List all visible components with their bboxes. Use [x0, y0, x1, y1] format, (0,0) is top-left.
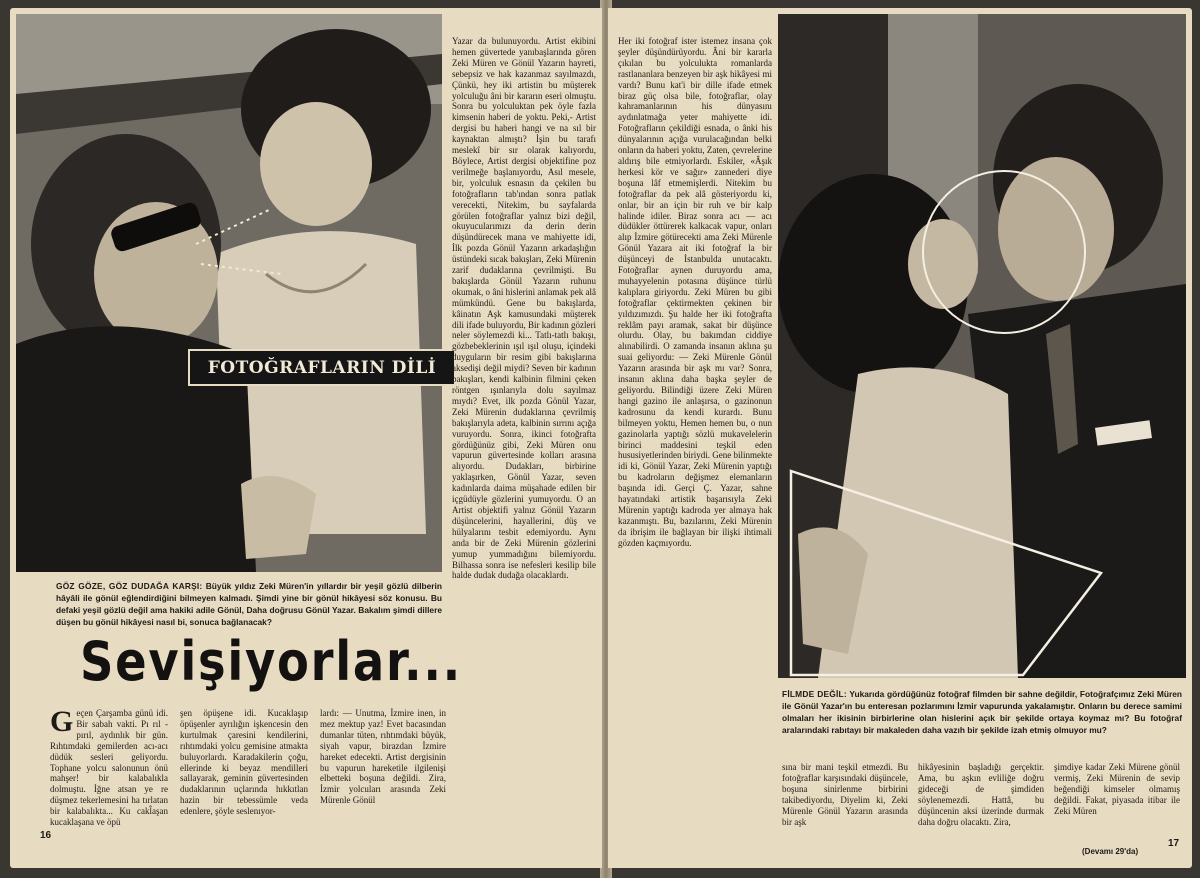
article-headline: Sevişiyorlar...: [80, 630, 463, 693]
left-body-col-1-text: eçen Çarşamba günü idi. Bir sabah vakti. Pı rıl - pırıl, aydınlık bir gün. Rıhtımdaki gemilerden acı-acı düdük sesleri geliyordu. Tophane yolcu salonunun önü mahşer! bir kalabalıkla dolmuştu. İğne atsan ye re düşmez tekerlemesini ha tırlatan bir kalabalıkta... Ku cakl̂aşan kucaklaşana ve öpü: [50, 708, 168, 828]
page-number-left: 16: [40, 830, 52, 841]
left-body-col-2: [180, 708, 308, 848]
page-number-right: 17: [1168, 838, 1180, 849]
right-body-col-3: [1054, 762, 1180, 842]
right-caption-lead: FİLMDE DEĞİL:: [782, 689, 847, 699]
left-top-column-text: Yazar da bulunuyordu. Artist ekibini hemen güvertede yanıbaşlarında gören Zeki Müren ve Gönül Yazarın hayreti, sebepsiz ve hak kazanmaz sayılmazdı, Çünkü, hey iki artistin bu müşterek yolculuğu âni bir kararın eseri olmuştu. Sonra bu yolculuktan pek öyle fazla kimsenin haberi de yoktu. Peki,- Artist dergisi bu haberi hangi ve na sıl bir kaynaktan almıştı? İşin bu tarafı meslekî bir sır olarak kalıyordu, Böylece, Artist dergisi objektifine poz verilmeğe başlanıyordu, Asıl mesele, bir, yolculuk esnasın da çekilen bu fotoğrafların tab'ından sonra patlak verecekti, Nitekim, bu sayfalarda görülen fotoğraflar yalnız bizi değil, okuyucularımızı da derin derin düşündürecek mana ve mahiyette idi, İlk pozda Gönül Yazarın arkadaşlığın üstündeki sıcak bakışları, Zeki Mürenin zarif dudaklarına çevrilmişti. Bu bakışlarda Gönül Yazarın ruhunu okumak, o âni hislerini anlamak pek alâ mümkündü. Gene bu bakışlarda, kâinatın Aşk kamusundaki müşterek dili ifade buluyordu, Bir kadının gözleri neler söylemezdi ki... Tatlı-tatlı bakışı, gözbebeklerinin ışıl ışıl oluşu, içindeki duyguların bir resim gibi bakışlarına aksedişi değil miydi? Seven bir kadının bakışları, kendi kalbinin filmini çeken röntgen ışınlarıyla dolu sayılmaz mıydı? Evet, ilk pozda Gönül Yazar, Zeki Mürenin dudaklarına çevrilmiş bakışlarıyla adeta, kalbinin sırrını açığa vuruyordu. Sonra, ikinci fotoğrafta gördüğünüz gibi, Zeki Müren onu vapurun güvertesinde kolları arasına alıyordu. Dudakları, birbirine yaklaşırken, Gönül Yazar, seven kadınlarda daima müşahade edilen bir içgüdüyle gözlerini yumuyordu. O an Artist objektifi yalnız Gönül Yazarın düşüncelerini, hayallerini, düş ve hülyalarını tesbit edemiyordu. Aynı anda bir de Zeki Mürenin gözlerini yumup yummadığını bilemiyordu. Bilhassa sonra ise nefesleri kesilip bile halde dudak dudağa olacaklardı.: [452, 36, 596, 581]
left-body-col-3: [320, 708, 446, 848]
dropcap: G: [50, 708, 74, 738]
right-body-col-1-text: sına bir mani teşkil etmezdi. Bu fotoğraflar karşısındaki düşüncele, boşuna sinirlenme birbirini takibediyordu, Diyelim ki, Zeki Mürenle Gönül Yazarın arasında bir aşk: [782, 762, 908, 827]
highlight-frame: [783, 463, 1113, 683]
left-caption-text: Büyük yıldız Zeki Müren'in yıllardır bir yeşil gözlü dilberin hâyâli ile gönül eğlendirdiğini bilmeyen kalmadı. Şimdi yine bir gönül hikâyesi söz konusu. Bu defaki yeşil gözlü değil ama hakiki adile Gönül, Daha doğrusu Gönül Yazar. Bakalım şimdi dillere düşen bu gönül hikâyesi nasıl bi, sonuca bağlanacak?: [56, 581, 443, 627]
section-banner: [188, 349, 456, 386]
right-body-col-2-text: hikâyesinin başladığı gerçektir. Ama, bu aşkın evliliğe doğru gideceği de şimdiden söylenemezdi. Hattâ, bu düşüncenin aksi üzerinde durmak daha doğru olacaktı. Zira,: [918, 762, 1044, 827]
page-16: [10, 8, 602, 868]
banner-title: FOTOĞRAFLARIN DİLİ: [207, 357, 437, 378]
right-top-column: [618, 36, 772, 836]
right-caption-text: Yukarıda gördüğünüz fotoğraf filmden bir sahne değildir, Fotoğrafçımız Zeki Müren ile Gönül Yazar'ın bu enteresan pozlarımını İzmir vapurunda yakalamıştır. Onların bu derece samimi olmaları her ikisinin birbirlerine olan hislerini açık bir şekilde ortaya koymaz mı? Bu fotoğraf aralarındaki rabıtayı bir makaleden daha vazıh bir şekilde izah etmiş olmuyor mu?: [782, 689, 1182, 735]
left-body-col-3-text: lardı: — Unutma, İzmire inen, in mez mektup yaz! Evet bacasından dumanlar tüten, rıhtımdaki büyük, siyah vapur, birazdan İzmire hareket edecekti. Artist dergisinin bu vapurun hareketile ilgilenişi elbetteki boşuna değildi. Zira, İzmir yolcuları arasında Zeki Mürenle Gönül: [320, 708, 446, 806]
left-caption: [56, 580, 442, 630]
right-body-col-1: [782, 762, 908, 842]
left-top-column: [452, 36, 596, 836]
right-caption: [782, 688, 1182, 752]
page-17: [608, 8, 1192, 868]
left-caption-lead: GÖZ GÖZE, GÖZ DUDAĞA KARŞI:: [56, 581, 203, 591]
highlight-circle: [922, 170, 1086, 334]
left-body-col-1: [50, 708, 168, 848]
left-body-col-2-text: şen öpüşene idi. Kucaklaşıp öpüşenler ayrılığın işkencesin den kurtulmak çaresini kendilerini, rıhtımdaki yolcu gemisine atmakta buluyorlardı. Karadakilerin çoğu, ellerinde ki beyaz mendilleri sallayarak, geminin güvertesinden dudaklarının uçlarında hıkkıtlan hazin bir tebessümle veda edenlere, şöyle seslenıyor-: [180, 708, 308, 817]
continued-note: (Devamı 29'da): [1082, 847, 1139, 856]
photo-couple-gaze: [16, 14, 442, 572]
right-body-col-3-text: şimdiye kadar Zeki Mürene gönül vermiş, Zeki Mürenin de sevip beğendiği kimseler olmamış değildi. Fakat, piyasada itibar ile Zeki Müren: [1054, 762, 1180, 816]
right-body-col-2: [918, 762, 1044, 842]
right-top-column-text: Her iki fotoğraf ister istemez insana çok şeyler düşündürüyordu. Âni bir kararla çıkılan bu yolculukta romanlarda rastlananlara benzeyen bir aşk hikâyesi mi vardı? Bunu kat'i bir dille ifade etmek biraz güç olsa bile, fotoğraflar, olay kahramanlarının his dünyasını aydınlatmağa yeter mahiyette idi. Fotoğrafların çekildiği esnada, o ânki his dünyalarının açığa vurulacağından belki onların da haberi yoktu, Zaten, çevrelerine aldırış bile etmiyorlardı. Eskiler, «Âşık herkesi kör ve sağır» zannederi diye boşuna lâf etmemişlerdi. Nitekim bu fotoğraflar da pek alâ gösteriyordu ki, onlar, bir an için bir ruh ve bir kalp halinde idiler. Biraz sonra acı — acı düdükler öttürerek kalkacak vapur, onları alıp İzmire götürecekti ama Zeki Mürenle Gönül Yazara ait iki fotoğraf la bir düşünceyi de İstanbulda unutacaktı. Fotoğraflar aynen duruyordu ama, muhayyelenin potasına düşünce türlü kalıplara giriyordu. Zeki Müren bu gibi fotoğraflar çektirmekten çekinen bir yıldızımızdı. Şu halde her iki fotoğrafta reklâm payı aramak, sakat bir düşünce olurdu. Olay, bu bakımdan ciddiye alınabilirdi. O zamanda insanın aklına şu suai geliyordu: — Zeki Mürenle Gönül Yazarın arasında bir aşk mı var? Sonra, insanın aklına daha başka şeyler de geliyordu. Bilindiği üzere Zeki Müren hangi gazino ile anlaşırsa, o gazinonun kadrosunu da kendi kurardı. Bunu bilmeyen yoktu, Hemen hemen bu, o nun gazinolarla yaptığı sözlü mukavelelerin birinci maddesini teşkil eden hususiyetlerinden biriydi. Gene bilinmekte idi ki, Gönül Yazar, Zeki Mürenin yaptığı bu kadroların değişmez elemanların başında idi. Gerçi Ç. Yazar, sahne hayatındaki artistik başarısıyla Zeki Mürenin yaptığı kadroda yer almaya hak kazanmıştı. Bu, bazılarını, Zeki Mürenin da ibrişim ile bağlayan bir ilişki ihtimali gözden kaçmıyordu.: [618, 36, 772, 548]
